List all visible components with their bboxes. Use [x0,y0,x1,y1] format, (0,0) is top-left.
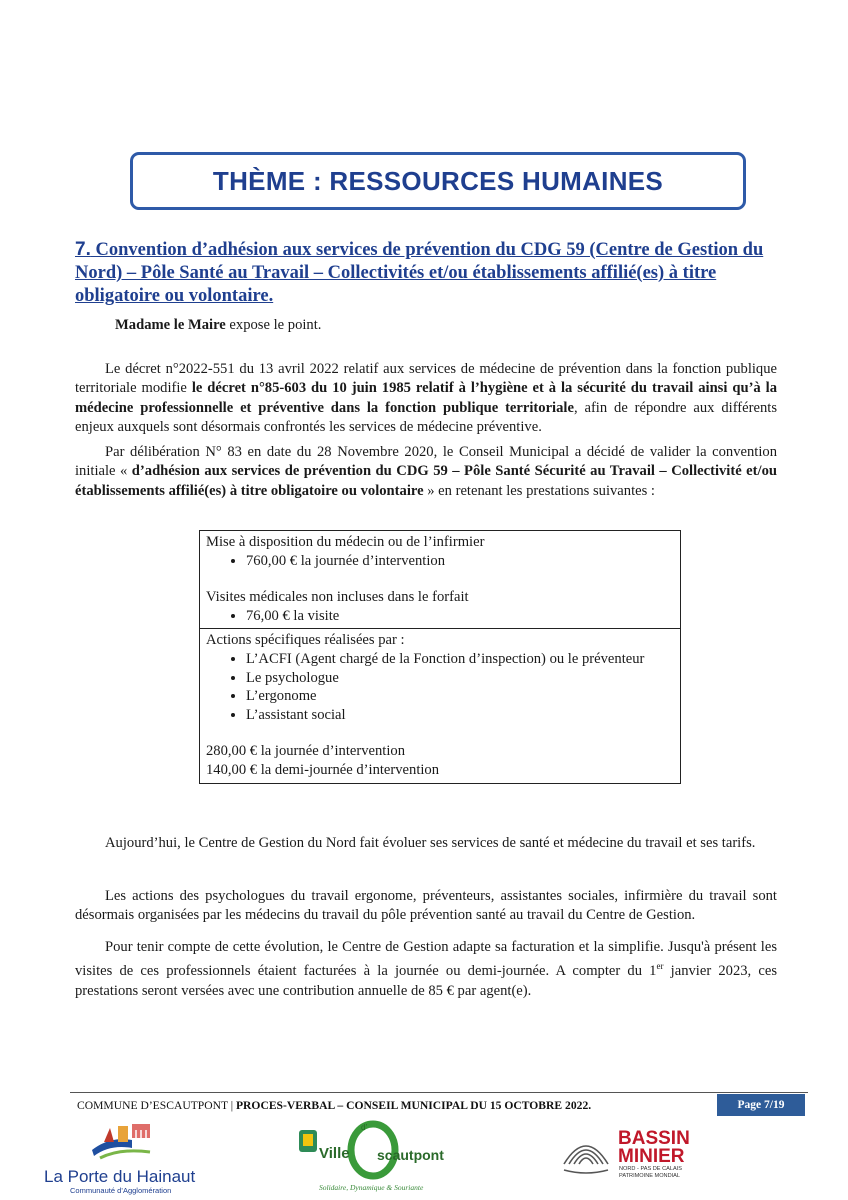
list-item: • L’ACFI (Agent chargé de la Fonction d’inspection) ou le préventeur [246,650,674,669]
logo-ville-prefix: Ville [319,1145,350,1162]
logo-bassin-line4: PATRIMOINE MONDIAL [619,1173,681,1179]
intro-paragraph [75,316,777,335]
footer-pv-title: PROCES-VERBAL – CONSEIL MUNICIPAL DU 15 OCTOBRE 2022. [235,1099,592,1112]
paragraph-billing-text-2: janvier 2023, ces prestations seront versées avec une contribution annuelle de 85 € par agent(e). [75,963,778,999]
logo-bassin-line2: MINIER [618,1146,685,1167]
list-item: • L’ergonome [246,687,674,706]
logo-ville-slogan: Solidaire, Dynamique & Souriante [319,1183,424,1192]
logo-tower-icon [118,1126,128,1142]
footer-divider [70,1092,808,1093]
half-day-price: 140,00 € la demi-journée d’intervention [206,761,440,778]
theme-banner [130,152,746,210]
paragraph-billing-text-1: Pour tenir compte de cette évolution, le Centre de Gestion adapte sa facturation et la simplifie. Jusqu'à présent les visites de ces professionnels étaient facturées à la journée ou demi-journée. A compter du 1 [75,939,777,980]
logo-hainaut-name: La Porte du Hainaut [44,1167,196,1186]
table-row [200,628,680,782]
intro-text: expose le point. [225,317,322,333]
logo-bassin-line1: BASSIN [618,1128,690,1149]
paragraph-deliberation-text-1: Par délibération N° 83 en date du 28 Novembre 2020, le Conseil Municipal a décidé de valider la convention initiale « [75,444,777,480]
logo-ville-d: d’ [361,1123,368,1132]
table-row [200,531,680,628]
services-table [199,530,681,784]
footer-text [77,1099,591,1112]
section-number: 7. [75,239,91,260]
ville-escautpont-logo [293,1118,453,1198]
doctor-label: Mise à disposition du médecin ou de l’infirmier [206,534,485,550]
paragraph-deliberation-text-2: » en retenant les prestations suivantes : [423,482,655,499]
visits-price-list [206,607,674,626]
list-item: • Le psychologue [246,669,674,688]
doctor-price: • 760,00 € la journée d’intervention [246,552,674,571]
logo-roof-icon [104,1128,114,1142]
day-price: 280,00 € la journée d’intervention [206,743,405,760]
section-heading [75,238,780,308]
footer-commune: COMMUNE D’ESCAUTPONT | [77,1099,236,1112]
actions-label: Actions spécifiques réalisées par : [206,632,405,649]
theme-title: THÈME : RESSOURCES HUMAINES [212,165,664,196]
actions-list [206,650,674,724]
bassin-minier-logo [558,1124,728,1180]
paragraph-today: Aujourd’hui, le Centre de Gestion du Nord fait évoluer ses services de santé et médecine du travail et ses tarifs. [105,835,756,851]
logo-hainaut-subtitle: Communauté d’Agglomération [70,1186,172,1195]
paragraph-decree-text-1: Le décret n°2022-551 du 13 avril 2022 relatif aux services de médecine de prévention dans la fonction publique territoriale modifie [75,361,777,397]
section-title: Convention d’adhésion aux services de prévention du CDG 59 (Centre de Gestion du Nord) – Pôle Santé au Travail – Collectivités et/ou établissements affilié(es) à titre obligatoire ou volontaire. [75,240,764,306]
paragraph-decree-bold: le décret n°85-603 du 10 juin 1985 relatif à l’hygiène et à la sécurité du travail ainsi qu’à la médecine professionnelle et préventive dans la fonction publique territoriale [75,380,778,416]
paragraph-billing [75,938,777,1001]
visits-label: Visites médicales non incluses dans le forfait [206,589,469,606]
paragraph-deliberation [75,443,777,501]
paragraph-decree [75,360,777,438]
paragraph-deliberation-bold: d’adhésion aux services de prévention du CDG 59 – Pôle Santé Sécurité au Travail – Collectivité et/ou établissements affilié(es) à titre obligatoire ou volontaire [75,463,777,499]
logo-ville-name: scautpont [377,1147,444,1163]
porte-du-hainaut-logo [40,1118,230,1196]
visits-price: • 76,00 € la visite [246,607,674,626]
speaker: Madame le Maire [115,317,226,333]
ordinal-suffix: er [656,961,664,972]
list-item: • L’assistant social [246,706,674,725]
paragraph-actions: Les actions des psychologues du travail ergonome, préventeurs, assistantes sociales, infirmière du travail sont désormais organisées par les médecins du travail du pôle prévention santé au travail du Centre de Gestion. [75,888,777,924]
page-number-badge: Page 7/19 [717,1094,805,1116]
paragraph-decree-text-2: , afin de répondre aux différents enjeux auxquels sont désormais confrontés les services de médecine préventive. [75,399,777,436]
logo-bassin-line3: NORD - PAS DE CALAIS [619,1166,682,1172]
logo-fingerprint-icon [564,1146,608,1173]
doctor-price-list [206,552,674,571]
